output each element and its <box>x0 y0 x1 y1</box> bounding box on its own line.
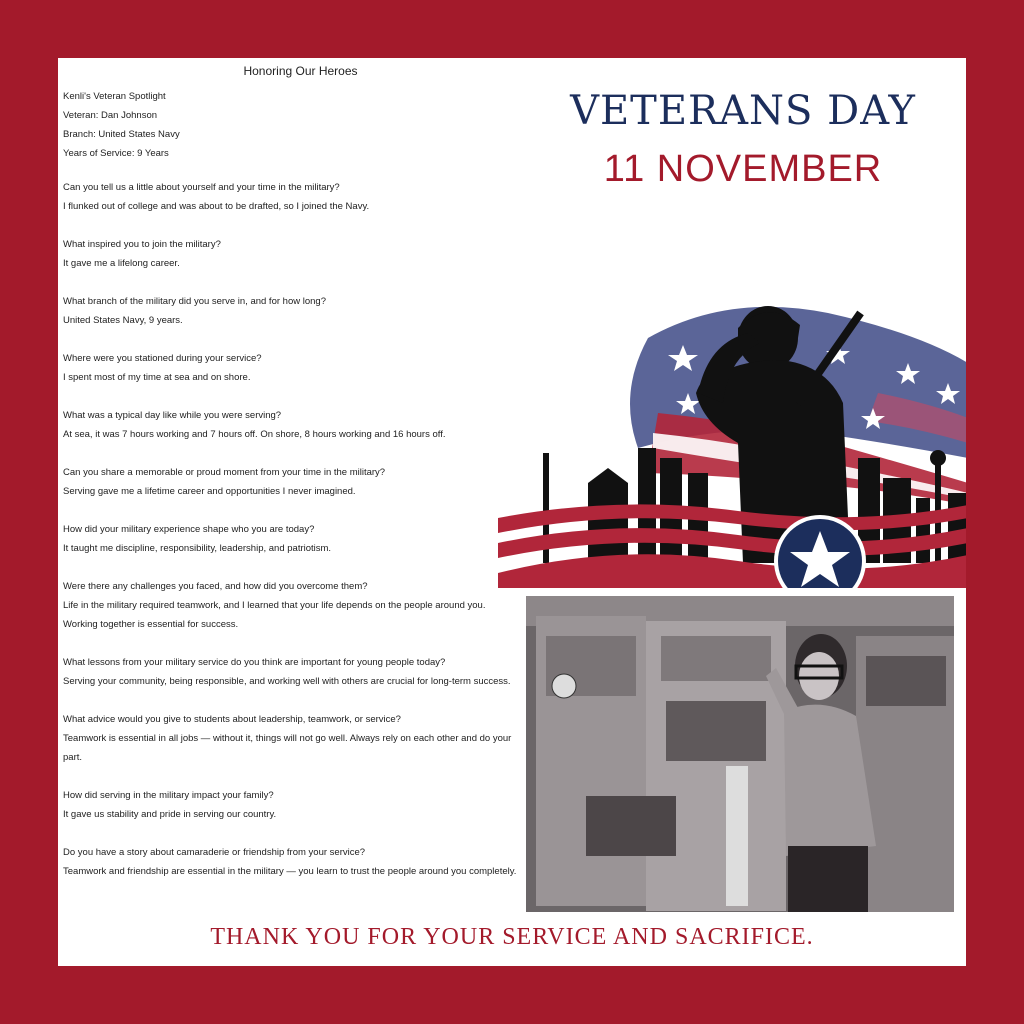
qa-item <box>63 178 518 216</box>
page-heading: Honoring Our Heroes <box>243 64 358 78</box>
interview-column <box>63 64 518 881</box>
answer: It taught me discipline, responsibility, leadership, and patriotism. <box>63 543 332 554</box>
qa-item <box>63 653 518 691</box>
qa-item <box>63 577 518 634</box>
veteran-name: Veteran: Dan Johnson <box>63 110 158 121</box>
question: What inspired you to join the military? <box>63 239 221 250</box>
qa-item <box>63 520 518 558</box>
answer: Teamwork and friendship are essential in the military — you learn to trust the people around you completely. <box>63 866 517 877</box>
question: What advice would you give to students about leadership, teamwork, or service? <box>63 714 401 725</box>
footer-message: THANK YOU FOR YOUR SERVICE AND SACRIFICE. <box>210 924 814 950</box>
veteran-photo <box>526 596 954 912</box>
answer: Life in the military required teamwork, and I learned that your life depends on the people around you. Working together is essential for success. <box>63 600 486 630</box>
answer: I spent most of my time at sea and on shore. <box>63 372 251 383</box>
spotlight-details <box>63 87 518 163</box>
veteran-years: Years of Service: 9 Years <box>63 148 169 159</box>
answer: Teamwork is essential in all jobs — without it, things will not go well. Always rely on each other and do your part. <box>63 733 512 763</box>
question: Can you tell us a little about yourself and your time in the military? <box>63 182 340 193</box>
poster-card <box>58 58 966 966</box>
question: What was a typical day like while you were serving? <box>63 410 282 421</box>
answer: It gave us stability and pride in serving our country. <box>63 809 277 820</box>
event-date: 11 NOVEMBER <box>603 148 883 190</box>
answer: Serving your community, being responsible, and working well with others are crucial for long-term success. <box>63 676 511 687</box>
veteran-branch: Branch: United States Navy <box>63 129 180 140</box>
question: Can you share a memorable or proud moment from your time in the military? <box>63 467 386 478</box>
answer: Serving gave me a lifetime career and opportunities I never imagined. <box>63 486 356 497</box>
question: How did serving in the military impact your family? <box>63 790 274 801</box>
question: Were there any challenges you faced, and how did you overcome them? <box>63 581 368 592</box>
qa-item <box>63 843 518 881</box>
answer: At sea, it was 7 hours working and 7 hours off. On shore, 8 hours working and 16 hours off. <box>63 429 446 440</box>
ribbon-stripes <box>498 504 966 588</box>
question: Where were you stationed during your service? <box>63 353 262 364</box>
question: How did your military experience shape who you are today? <box>63 524 315 535</box>
question: What branch of the military did you serve in, and for how long? <box>63 296 326 307</box>
answer: United States Navy, 9 years. <box>63 315 183 326</box>
qa-item <box>63 406 518 444</box>
question: Do you have a story about camaraderie or friendship from your service? <box>63 847 366 858</box>
qa-item <box>63 463 518 501</box>
qa-item <box>63 710 518 767</box>
spotlight-program: Kenli's Veteran Spotlight <box>63 91 166 102</box>
qa-item <box>63 349 518 387</box>
qa-item <box>63 292 518 330</box>
qa-item <box>63 235 518 273</box>
event-name: VETERANS DAY <box>570 88 916 134</box>
answer: It gave me a lifelong career. <box>63 258 180 269</box>
qa-item <box>63 786 518 824</box>
question: What lessons from your military service do you think are important for young people today? <box>63 657 446 668</box>
patriotic-illustration <box>498 243 966 588</box>
answer: I flunked out of college and was about to be drafted, so I joined the Navy. <box>63 201 370 212</box>
event-title <box>528 88 958 191</box>
